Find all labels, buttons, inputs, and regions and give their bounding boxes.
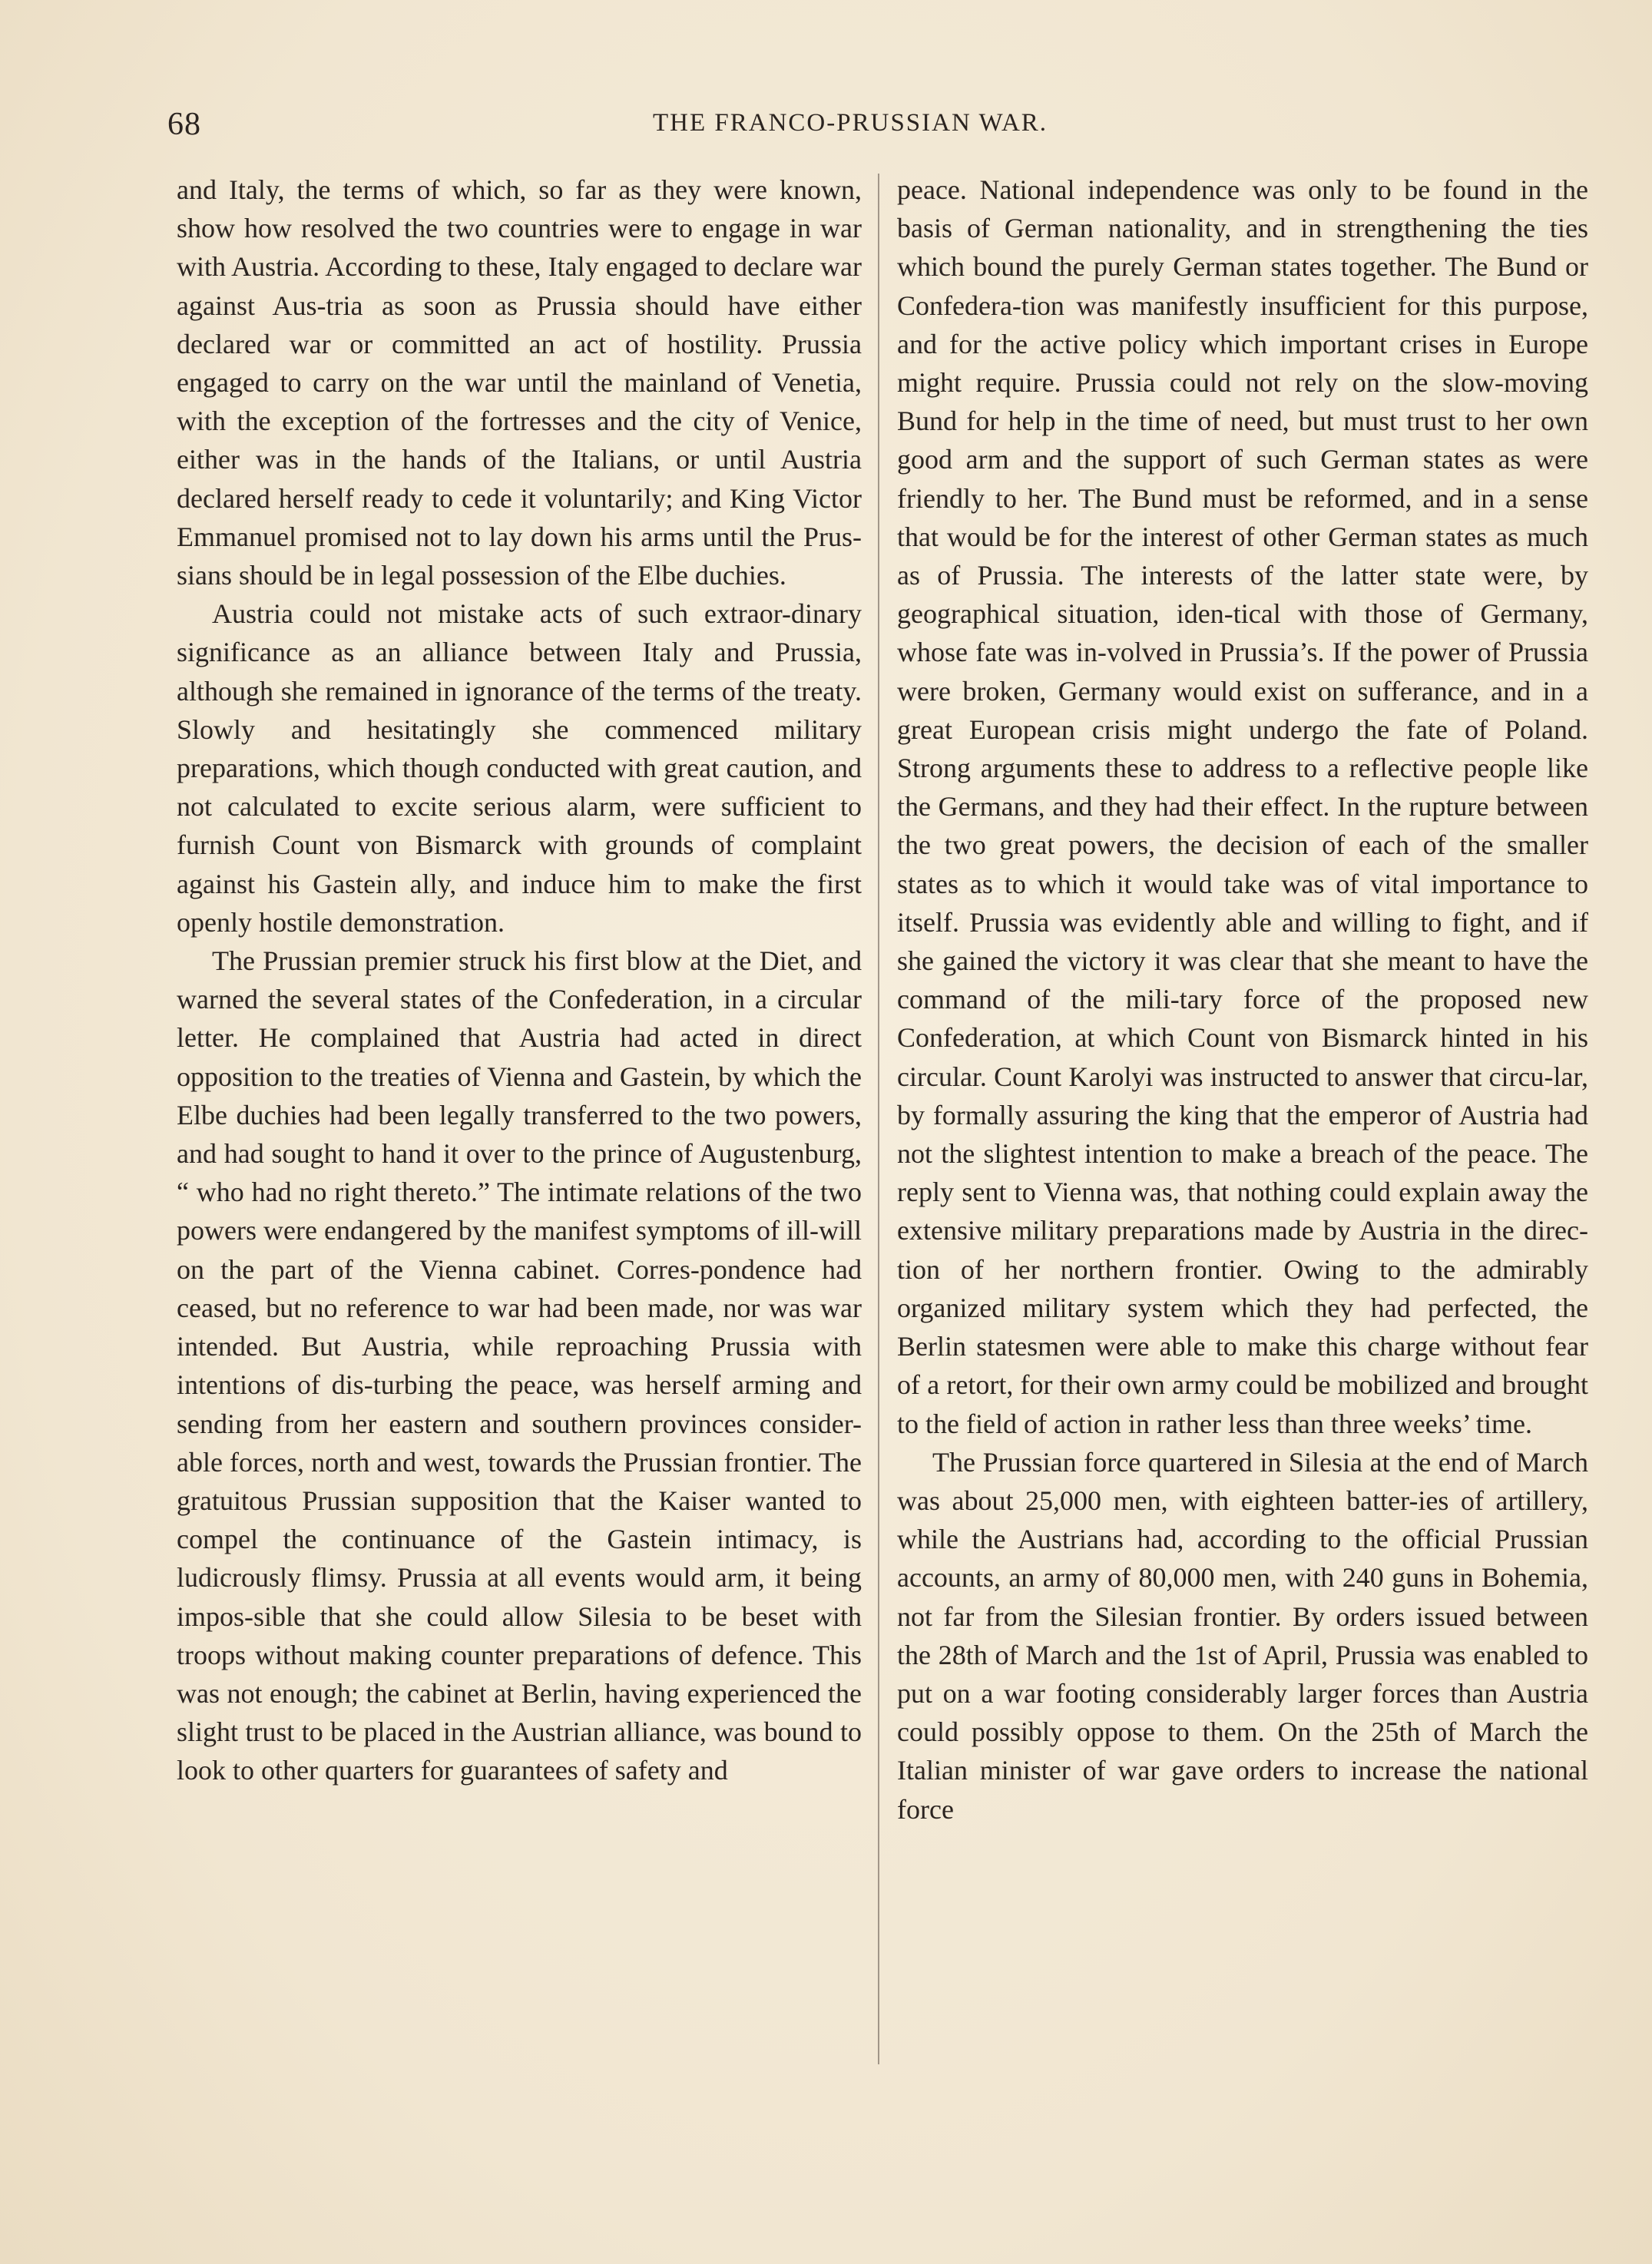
running-title: THE FRANCO-PRUSSIAN WAR. — [653, 109, 1048, 137]
left-column — [177, 170, 862, 1790]
column-divider — [878, 174, 879, 2064]
paragraph: Austria could not mistake acts of such extraor-dinary significance as an alliance between Italy and Prussia, although she remained in ignorance of the terms of the treaty. Slowly and hesitatingly she commenced military preparations, which though conducted with great caution, and not calculated to excite serious alarm, were sufficient to furnish Count von Bismarck with grounds of complaint against his Gastein ally, and induce him to make the first openly hostile demonstration. — [177, 598, 862, 938]
right-column — [897, 170, 1588, 1829]
running-head — [167, 106, 1485, 144]
paragraph: The Prussian force quartered in Silesia at the end of March was about 25,000 men, with eighteen batter-ies of artillery, while the Austrians had, according to the official Prussian accounts, an army of 80,000 men, with 240 guns in Bohemia, not far from the Silesian frontier. By orders issued between the 28th of March and the 1st of April, Prussia was enabled to put on a war footing considerably larger forces than Austria could possibly oppose to them. On the 25th of March the Italian minister of war gave orders to increase the national force — [897, 1446, 1588, 1825]
page-number: 68 — [167, 107, 201, 142]
paragraph: and Italy, the terms of which, so far as they were known, show how resolved the two countries were to engage in war with Austria. According to these, Italy engaged to declare war against Aus-tria as soon as Prussia should have either declared war or committed an act of hostility. Prussia engaged to carry on the war until the mainland of Venetia, with the exception of the fortresses and the city of Venice, either was in the hands of the Italians, or until Austria declared herself ready to cede it voluntarily; and King Victor Emmanuel promised not to lay down his arms until the Prus-sians should be in legal possession of the Elbe duchies. — [177, 174, 862, 591]
paragraph: The Prussian premier struck his first blow at the Diet, and warned the several states of the Confederation, in a circular letter. He complained that Austria had acted in direct opposition to the treaties of Vienna and Gastein, by which the Elbe duchies had been legally transferred to the two powers, and had sought to hand it over to the prince of Augustenburg, “ who had no right thereto.” The intimate relations of the two powers were endangered by the manifest symptoms of ill-will on the part of the Vienna cabinet. Corres-pondence had ceased, but no reference to war had been made, nor was war intended. But Austria, while reproaching Prussia with intentions of dis-turbing the peace, was herself arming and sending from her eastern and southern provinces consider-able forces, north and west, towards the Prussian frontier. The gratuitous Prussian supposition that the Kaiser wanted to compel the continuance of the Gastein intimacy, is ludicrously flimsy. Prussia at all events would arm, it being impos-sible that she could allow Silesia to be beset with troops without making counter preparations of defence. This was not enough; the cabinet at Berlin, having experienced the slight trust to be placed in the Austrian alliance, was bound to look to other quarters for guarantees of safety and — [177, 945, 862, 1786]
paragraph: peace. National independence was only to be found in the basis of German nationality, and in strengthening the ties which bound the purely German states together. The Bund or Confedera-tion was manifestly insufficient for this purpose, and for the active policy which important crises in Europe might require. Prussia could not rely on the slow-moving Bund for help in the time of need, but must trust to her own good arm and the support of such German states as were friendly to her. The Bund must be reformed, and in a sense that would be for the interest of other German states as much as of Prussia. The interests of the latter state were, by geographical situation, iden-tical with those of Germany, whose fate was in-volved in Prussia’s. If the power of Prussia were broken, Germany would exist on sufferance, and in a great European crisis might undergo the fate of Poland. Strong arguments these to address to a reflective people like the Germans, and they had their effect. In the rupture between the two great powers, the decision of each of the smaller states as to which it would take was of vital importance to itself. Prussia was evidently able and willing to fight, and if she gained the victory it was clear that she meant to have the command of the mili-tary force of the proposed new Confederation, at which Count von Bismarck hinted in his circular. Count Karolyi was instructed to answer that circu-lar, by formally assuring the king that the emperor of Austria had not the slightest intention to make a breach of the peace. The reply sent to Vienna was, that nothing could explain away the extensive military preparations made by Austria in the direc-tion of her northern frontier. Owing to the admirably organized military system which they had perfected, the Berlin statesmen were able to make this charge without fear of a retort, for their own army could be mobilized and brought to the field of action in rather less than three weeks’ time. — [897, 174, 1588, 1439]
